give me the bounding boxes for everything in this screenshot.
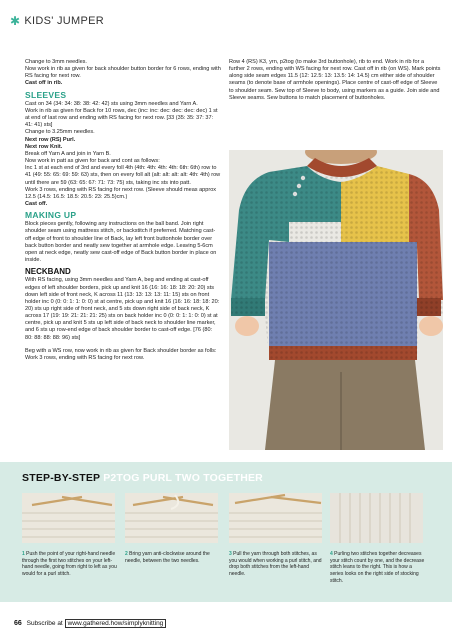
- section-title: KIDS' JUMPER: [24, 15, 105, 27]
- intro-castoff: Cast off in rib.: [25, 80, 63, 87]
- sleeves-line: Change to 3.25mm needles.: [25, 129, 95, 136]
- subscribe-link[interactable]: www.gathered.how/simplyknitting: [65, 619, 167, 628]
- finishing-text: Row 4 (RS) K3, yrn, p2tog (to make 3rd buttonhole), rib to end. Work in rib for a further 2 rows, ending with WS facing for next row. Cast off in rib (on WS). Mark points along side seam edges 11.5 (12: 12.5: 13: 13.5: 14: 14.5) cm either side of shoulder seams (to denote base of armhole openings). Place centre of cast-off edge of Sleeve to shoulder seam. Sew top of Sleeve to body, using markers as a guide. Join side and Sleeve seams. Sew buttons to match placement of buttonholes.: [229, 59, 441, 101]
- sleeves-line: Cast on 34 (34: 34: 38: 38: 42: 42) sts using 3mm needles and Yarn A.: [25, 100, 198, 107]
- section-header: [10, 14, 104, 28]
- step-caption-1: 1 Push the point of your right-hand needle through the first two stitches on your left-hand needle, going from right to left as you would for a purl stitch.: [22, 551, 117, 578]
- neckband-text: Beg with a WS row, now work in rib as given for Back shoulder border as folls:: [25, 347, 217, 354]
- sleeves-line: Work in rib as given for Back for 10 rows, dec (inc: inc: dec: dec: dec: dec) 1 st at end of last row and ending with RS facing for next row. [33 (35: 35: 37: 37: 41: 41) sts]: [25, 107, 218, 129]
- step-caption-3: 3 Pull the yarn through both stitches, as you would when working a purl stitch, and drop both stitches from the left-hand needle.: [229, 551, 322, 578]
- step-photo-2: [125, 493, 218, 543]
- step-photo-4: [330, 493, 423, 543]
- snowflake-star-icon: ✱: [10, 14, 21, 28]
- sleeves-line: Next row Knit.: [25, 143, 63, 150]
- makingup-text: Block pieces gently, following any instructions on the ball band. Join right shoulder seam using mattress stitch, or backstitch if preferred. Matching cast-off edge of front to shoulder line of Back, lay left front buttonhole border over back button border and neatly sew together at armhole edge. Leaving 5-6cm open at neck edge, neatly sew cast-off edge of Back button border in place on inside.: [25, 221, 217, 264]
- step-caption-4: 4 Purling two stitches together decreases your stitch count by one, and the decrease stitch leans to the right. This is how a series looks on the right side of stocking stitch.: [330, 551, 425, 584]
- step-caption-2: 2 Bring yarn anti-clockwise around the needle, between the two needles.: [125, 551, 210, 564]
- step-photo-1: [22, 493, 115, 543]
- step-by-step-heading: STEP-BY-STEP P2TOG PURL TWO TOGETHER: [22, 472, 263, 484]
- sleeves-line: Inc 1 st at each end of 3rd and every foll 4th (4th: 4th: 4th: 4th: 6th: 6th) row to 41 (49: 55: 65: 69: 59: 63) sts, then on every foll alt (alt: alt: alt: alt: 4th: 4th) row until there are 59 (63: 65: 67: 71: 73: 75) sts, taking inc sts into patt.: [25, 165, 221, 186]
- sleeves-line: Now work in patt as given for back and cont as follows:: [25, 158, 160, 165]
- page-number: 66: [14, 620, 22, 627]
- right-column: [229, 59, 441, 102]
- sleeves-line: Next row (RS) Purl.: [25, 136, 76, 143]
- child-in-colourblock-jumper-photo: [229, 150, 443, 450]
- left-column: [25, 59, 221, 362]
- neckband-text: With RS facing, using 3mm needles and Yarn A, beg and ending at cast-off edges of left shoulder borders, pick up and knit 16 (16: 16: 18: 18: 20: 20) sts down left side of front neck, K across 11 (13: 13: 13: 13: 11: 15) sts on front holder inc 0 (0: 0: 1: 1: 0: 0) st at centre, pick up and knit 16 (16: 16: 18: 18: 20: 20) sts up right side of front neck, and 5 sts down right side of back neck, K across 17 (19: 19: 21: 21: 21: 25) sts on back holder inc 0 (0: 0: 1: 1: 0: 0) st at centre, pick up and knit 5 sts up left side of back neck to shoulder line marker, and 6 sts up row-end edge of back shoulder border to cast-off edge. [76 (80: 80: 88: 88: 88: 96) sts]: [25, 277, 220, 341]
- sleeves-line: Break off Yarn A and join in Yarn B.: [25, 150, 111, 157]
- sleeves-heading: SLEEVES: [25, 89, 67, 100]
- intro-line: Change to 3mm needles.: [25, 59, 87, 65]
- neckband-heading: NECKBAND: [25, 267, 71, 277]
- step-photo-3: [229, 493, 322, 543]
- page-footer: [14, 620, 166, 627]
- sleeves-line: Cast off.: [25, 200, 48, 207]
- subscribe-label: Subscribe at: [26, 620, 63, 627]
- neckband-text: Work 3 rows, ending with RS facing for next row.: [25, 354, 145, 361]
- intro-line: Now work in rib as given for back shoulder button border for 6 rows, ending with RS facing for next row.: [25, 66, 221, 80]
- makingup-heading: MAKING UP: [25, 210, 77, 221]
- sleeves-line: Work 3 rows, ending with RS facing for next row. (Sleeve should meas approx 12.5 (14.5: 16.5: 18.5: 20.5: 23: 25.5)cm.): [25, 186, 217, 200]
